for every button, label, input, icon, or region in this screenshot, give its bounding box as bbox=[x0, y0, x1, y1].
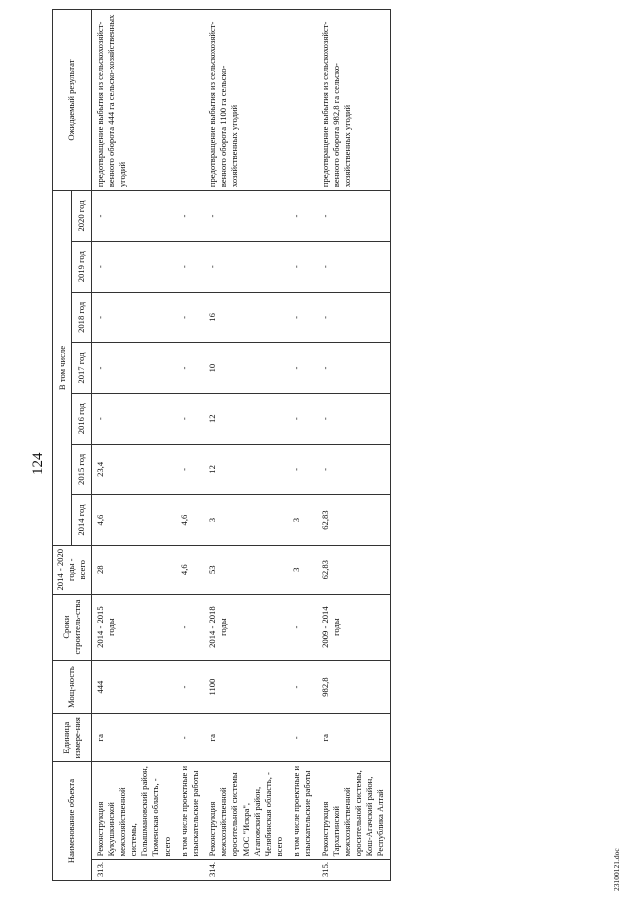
term-cell: - bbox=[288, 594, 316, 660]
year-value-cell: - bbox=[91, 241, 176, 292]
year-value-cell: - bbox=[204, 191, 288, 242]
capacity-cell: 1100 bbox=[204, 660, 288, 714]
year-value-cell: - bbox=[91, 393, 176, 444]
header-result: Ожидаемый результат bbox=[53, 10, 92, 191]
table-row bbox=[176, 10, 204, 881]
year-value-cell: - bbox=[317, 191, 391, 242]
year-value-cell: - bbox=[317, 393, 391, 444]
year-value-cell: - bbox=[288, 292, 316, 343]
result-cell: предотвращение выбытия из сельскохозяйст-венного оборота 444 га сельско-хозяйственных угодий bbox=[91, 10, 176, 191]
row-number: 315. bbox=[317, 860, 391, 881]
year-value-cell: - bbox=[288, 343, 316, 394]
year-value-cell: 4,6 bbox=[91, 495, 176, 546]
capacity-cell: 982,8 bbox=[317, 660, 391, 714]
year-value-cell: 16 bbox=[204, 292, 288, 343]
year-value-cell: - bbox=[91, 292, 176, 343]
row-number: 313. bbox=[91, 860, 176, 881]
header-year: 2014 год bbox=[72, 495, 91, 546]
row-number bbox=[176, 860, 204, 881]
year-value-cell: - bbox=[317, 343, 391, 394]
unit-cell: - bbox=[288, 714, 316, 762]
year-value-cell: - bbox=[317, 444, 391, 495]
capacity-cell: - bbox=[176, 660, 204, 714]
result-cell bbox=[176, 10, 204, 191]
row-number: 314. bbox=[204, 860, 288, 881]
header-year: 2020 год bbox=[72, 191, 91, 242]
year-value-cell: - bbox=[176, 343, 204, 394]
table-row bbox=[204, 10, 288, 881]
unit-cell: - bbox=[176, 714, 204, 762]
term-cell: 2014 - 2018 годы bbox=[204, 594, 288, 660]
year-value-cell: 12 bbox=[204, 444, 288, 495]
header-total: 2014 - 2020 годы - всего bbox=[53, 545, 92, 594]
year-value-cell: - bbox=[91, 343, 176, 394]
year-value-cell: - bbox=[176, 444, 204, 495]
year-value-cell: 4,6 bbox=[176, 495, 204, 546]
year-value-cell: - bbox=[288, 444, 316, 495]
year-value-cell: - bbox=[176, 393, 204, 444]
object-name: Реконструкция Кукушкинской межхозяйственной системы, Голышмановский район, Тюменская область, - всего bbox=[91, 762, 176, 860]
year-value-cell: - bbox=[317, 292, 391, 343]
year-value-cell: 10 bbox=[204, 343, 288, 394]
result-cell: предотвращение выбытия из сельскохозяйст-венного оборота 982,8 га сельско-хозяйственных угодий bbox=[317, 10, 391, 191]
table-row bbox=[288, 10, 316, 881]
result-cell bbox=[288, 10, 316, 191]
year-value-cell: - bbox=[317, 241, 391, 292]
header-name: Наименование объекта bbox=[53, 762, 92, 881]
table-row bbox=[317, 10, 391, 881]
year-value-cell: - bbox=[176, 292, 204, 343]
term-cell: - bbox=[176, 594, 204, 660]
row-number bbox=[288, 860, 316, 881]
year-value-cell: 62,83 bbox=[317, 495, 391, 546]
capacity-cell: 444 bbox=[91, 660, 176, 714]
header-year: 2017 год bbox=[72, 343, 91, 394]
header-year: 2016 год bbox=[72, 393, 91, 444]
header-year: 2019 год bbox=[72, 241, 91, 292]
capacity-cell: - bbox=[288, 660, 316, 714]
object-name: в том числе проектные и изыскательские работы bbox=[176, 762, 204, 860]
year-value-cell: - bbox=[204, 241, 288, 292]
header-year: 2015 год bbox=[72, 444, 91, 495]
object-name: Реконструкция Тархатинской межхозяйственной оросительной системы, Кош-Агачский район, Республика Алтай bbox=[317, 762, 391, 860]
year-value-cell: - bbox=[176, 191, 204, 242]
unit-cell: га bbox=[317, 714, 391, 762]
year-value-cell: 3 bbox=[204, 495, 288, 546]
page-number: 124 bbox=[30, 452, 46, 475]
year-value-cell: 23,4 bbox=[91, 444, 176, 495]
year-value-cell: - bbox=[176, 241, 204, 292]
year-value-cell: - bbox=[288, 241, 316, 292]
object-name: Реконструкция межхозяйственной оросительной системы МОС "Искра", Агаповский район, Челябинская область, - всего bbox=[204, 762, 288, 860]
document-code: 23100121.doc bbox=[612, 848, 621, 891]
header-including: В том числе bbox=[53, 191, 72, 546]
unit-cell: га bbox=[204, 714, 288, 762]
year-value-cell: 12 bbox=[204, 393, 288, 444]
table-body bbox=[91, 10, 390, 881]
table-row bbox=[91, 10, 176, 881]
year-value-cell: - bbox=[91, 191, 176, 242]
object-name: в том числе проектные и изыскательские работы bbox=[288, 762, 316, 860]
header-capacity: Мощ-ность bbox=[53, 660, 92, 714]
unit-cell: га bbox=[91, 714, 176, 762]
header-unit: Единица измере-ния bbox=[53, 714, 92, 762]
total-cell: 4,6 bbox=[176, 545, 204, 594]
total-cell: 53 bbox=[204, 545, 288, 594]
year-value-cell: 3 bbox=[288, 495, 316, 546]
result-cell: предотвращение выбытия из сельскохозяйст-венного оборота 1100 га сельско-хозяйственных угодий bbox=[204, 10, 288, 191]
total-cell: 28 bbox=[91, 545, 176, 594]
total-cell: 62,83 bbox=[317, 545, 391, 594]
year-value-cell: - bbox=[288, 393, 316, 444]
table-header-row bbox=[53, 10, 72, 881]
term-cell: 2014 - 2015 годы bbox=[91, 594, 176, 660]
header-year: 2018 год bbox=[72, 292, 91, 343]
header-term: Сроки строитель-ства bbox=[53, 594, 92, 660]
total-cell: 3 bbox=[288, 545, 316, 594]
investment-objects-table bbox=[52, 9, 391, 881]
term-cell: 2009 - 2014 годы bbox=[317, 594, 391, 660]
year-value-cell: - bbox=[288, 191, 316, 242]
